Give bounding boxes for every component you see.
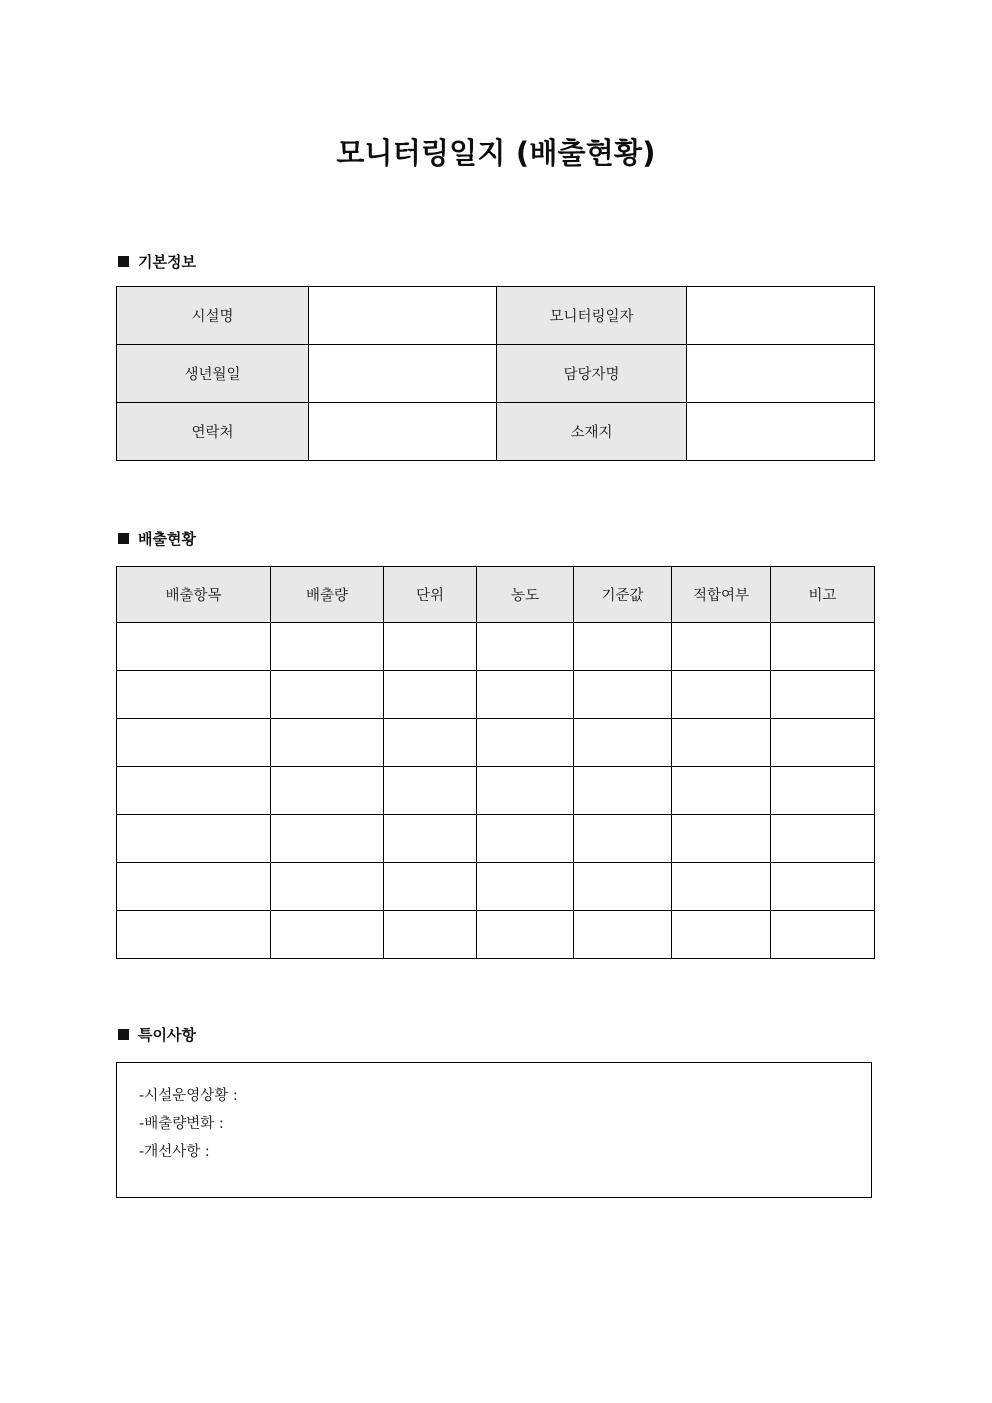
cell-concentration[interactable] <box>477 767 574 815</box>
table-row <box>117 671 875 719</box>
cell-standard-value[interactable] <box>574 863 672 911</box>
table-row <box>117 345 875 403</box>
note-line-improvements: -개선사항 : <box>139 1144 210 1160</box>
table-row <box>117 767 875 815</box>
cell-remarks[interactable] <box>771 719 875 767</box>
table-row <box>117 403 875 461</box>
cell-concentration[interactable] <box>477 863 574 911</box>
square-bullet-icon <box>118 1029 129 1040</box>
cell-emission-item[interactable] <box>117 623 271 671</box>
cell-compliance[interactable] <box>672 671 771 719</box>
column-header-compliance: 적합여부 <box>672 567 771 623</box>
section-header-emission-status <box>118 528 196 549</box>
field-label-contact: 연락처 <box>117 403 309 461</box>
table-row <box>117 719 875 767</box>
cell-unit[interactable] <box>384 767 477 815</box>
table-header-row <box>117 567 875 623</box>
column-header-concentration: 농도 <box>477 567 574 623</box>
note-line-emission-change: -배출량변화 : <box>139 1116 224 1132</box>
cell-unit[interactable] <box>384 719 477 767</box>
page-title: 모니터링일지 (배출현황) <box>336 136 656 170</box>
column-header-unit: 단위 <box>384 567 477 623</box>
field-value-birth-date[interactable] <box>309 345 497 403</box>
cell-emission-amount[interactable] <box>271 815 384 863</box>
field-value-contact[interactable] <box>309 403 497 461</box>
basic-info-table <box>116 286 875 461</box>
cell-remarks[interactable] <box>771 911 875 959</box>
cell-concentration[interactable] <box>477 671 574 719</box>
cell-concentration[interactable] <box>477 623 574 671</box>
field-label-birth-date: 생년월일 <box>117 345 309 403</box>
cell-emission-amount[interactable] <box>271 911 384 959</box>
cell-remarks[interactable] <box>771 671 875 719</box>
section-label: 기본정보 <box>138 253 196 271</box>
cell-unit[interactable] <box>384 815 477 863</box>
cell-standard-value[interactable] <box>574 623 672 671</box>
column-header-standard-value: 기준값 <box>574 567 672 623</box>
cell-emission-amount[interactable] <box>271 767 384 815</box>
field-label-manager-name: 담당자명 <box>497 345 687 403</box>
table-row <box>117 287 875 345</box>
field-label-location: 소재지 <box>497 403 687 461</box>
cell-unit[interactable] <box>384 623 477 671</box>
cell-compliance[interactable] <box>672 767 771 815</box>
note-line-facility-operation: -시설운영상황 : <box>139 1088 238 1104</box>
section-label: 특이사항 <box>138 1026 196 1044</box>
square-bullet-icon <box>118 256 129 267</box>
cell-unit[interactable] <box>384 671 477 719</box>
cell-remarks[interactable] <box>771 767 875 815</box>
cell-unit[interactable] <box>384 863 477 911</box>
cell-compliance[interactable] <box>672 623 771 671</box>
cell-standard-value[interactable] <box>574 671 672 719</box>
cell-emission-item[interactable] <box>117 863 271 911</box>
emission-status-table <box>116 566 875 959</box>
cell-compliance[interactable] <box>672 911 771 959</box>
field-value-facility-name[interactable] <box>309 287 497 345</box>
special-notes-box[interactable] <box>116 1062 872 1198</box>
cell-emission-item[interactable] <box>117 719 271 767</box>
cell-concentration[interactable] <box>477 815 574 863</box>
square-bullet-icon <box>118 533 129 544</box>
section-label: 배출현황 <box>138 530 196 548</box>
cell-concentration[interactable] <box>477 719 574 767</box>
section-header-basic-info <box>118 251 196 272</box>
cell-emission-item[interactable] <box>117 671 271 719</box>
field-value-monitoring-date[interactable] <box>687 287 875 345</box>
cell-compliance[interactable] <box>672 815 771 863</box>
cell-emission-amount[interactable] <box>271 623 384 671</box>
table-row <box>117 815 875 863</box>
cell-standard-value[interactable] <box>574 719 672 767</box>
field-label-monitoring-date: 모니터링일자 <box>497 287 687 345</box>
cell-standard-value[interactable] <box>574 911 672 959</box>
cell-remarks[interactable] <box>771 863 875 911</box>
cell-standard-value[interactable] <box>574 767 672 815</box>
table-row <box>117 863 875 911</box>
cell-concentration[interactable] <box>477 911 574 959</box>
cell-remarks[interactable] <box>771 623 875 671</box>
cell-remarks[interactable] <box>771 815 875 863</box>
column-header-emission-item: 배출항목 <box>117 567 271 623</box>
cell-emission-item[interactable] <box>117 767 271 815</box>
table-row <box>117 623 875 671</box>
cell-emission-item[interactable] <box>117 911 271 959</box>
field-label-facility-name: 시설명 <box>117 287 309 345</box>
cell-standard-value[interactable] <box>574 815 672 863</box>
column-header-emission-amount: 배출량 <box>271 567 384 623</box>
table-row <box>117 911 875 959</box>
section-header-special-notes <box>118 1024 196 1045</box>
field-value-manager-name[interactable] <box>687 345 875 403</box>
field-value-location[interactable] <box>687 403 875 461</box>
cell-unit[interactable] <box>384 911 477 959</box>
cell-emission-item[interactable] <box>117 815 271 863</box>
cell-compliance[interactable] <box>672 863 771 911</box>
cell-emission-amount[interactable] <box>271 671 384 719</box>
column-header-remarks: 비고 <box>771 567 875 623</box>
cell-emission-amount[interactable] <box>271 719 384 767</box>
emission-table-body <box>117 623 875 959</box>
cell-emission-amount[interactable] <box>271 863 384 911</box>
cell-compliance[interactable] <box>672 719 771 767</box>
